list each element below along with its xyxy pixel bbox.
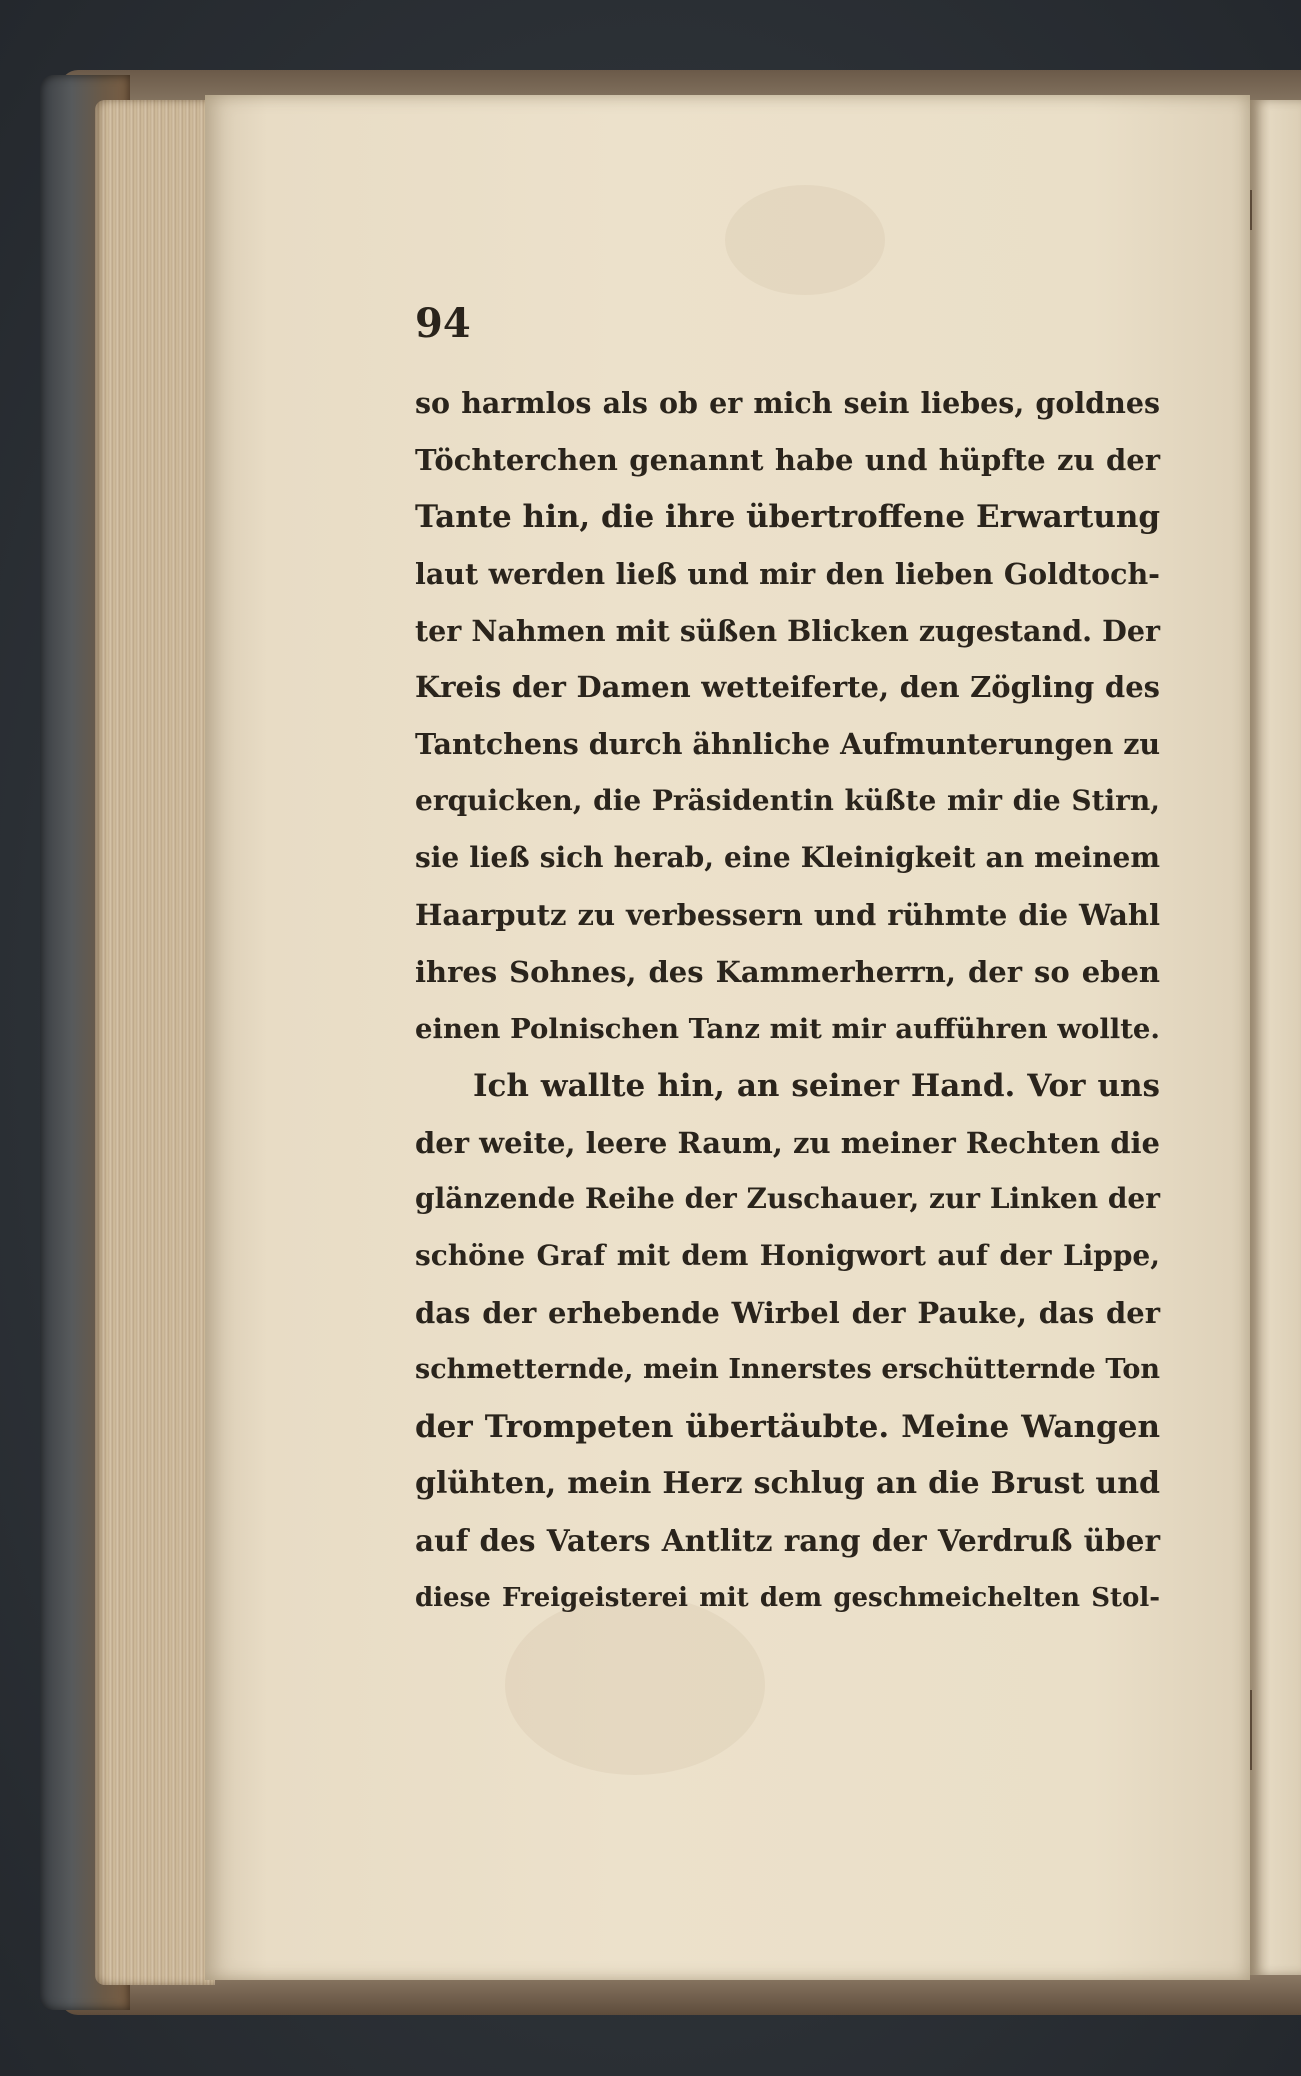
- text-line: das der erhebende Wirbel der Pauke, das der: [415, 1296, 1160, 1331]
- text-line: auf des Vaters Antlitz rang der Verdruß über: [415, 1522, 1160, 1558]
- text-line: Ich wallte hin, an seiner Hand. Vor uns: [473, 1067, 1160, 1104]
- text-line: Tante hin, die ihre übertroffene Erwartung: [415, 498, 1161, 535]
- text-line: glühten, mein Herz schlug an die Brust und: [415, 1465, 1160, 1501]
- text-line: Haarputz zu verbessern und rühmte die Wahl: [415, 898, 1160, 933]
- cover-edge-bottom: [60, 1975, 1301, 2015]
- text-line: sie ließ sich herab, eine Kleinigkeit an meinem: [415, 841, 1160, 875]
- page-edges: [95, 100, 215, 1985]
- text-line: erquicken, die Präsidentin küßte mir die Stirn,: [415, 784, 1160, 818]
- page-text: [415, 375, 1160, 1627]
- paper-stain: [725, 185, 885, 295]
- text-line: so harmlos als ob er mich sein liebes, goldnes: [415, 386, 1160, 420]
- text-line: schöne Graf mit dem Honigwort auf der Lippe,: [415, 1239, 1160, 1273]
- text-line: Tantchens durch ähnliche Aufmunterungen zu: [415, 727, 1161, 762]
- text-line: Kreis der Damen wetteiferte, den Zögling des: [415, 670, 1160, 705]
- facing-page: [1250, 100, 1301, 1975]
- text-line: einen Polnischen Tanz mit mir aufführen wollte.: [415, 1012, 1160, 1045]
- text-line: glänzende Reihe der Zuschauer, zur Linken der: [415, 1182, 1160, 1216]
- text-line: der Trompeten übertäubte. Meine Wangen: [415, 1409, 1160, 1446]
- text-line: laut werden ließ und mir den lieben Goldtoch-: [415, 556, 1160, 591]
- text-line: schmetternde, mein Innerstes erschütternde Ton: [415, 1354, 1160, 1386]
- text-line: Töchterchen genannt habe und hüpfte zu der: [415, 442, 1160, 477]
- page-number: 94: [415, 300, 471, 347]
- text-line: diese Freigeisterei mit dem geschmeichelten Stol-: [415, 1582, 1160, 1613]
- text-line: der weite, leere Raum, zu meiner Rechten die: [415, 1125, 1160, 1160]
- text-line: ihres Sohnes, des Kammerherrn, der so eben: [415, 954, 1160, 989]
- text-line: ter Nahmen mit süßen Blicken zugestand. Der: [415, 613, 1160, 648]
